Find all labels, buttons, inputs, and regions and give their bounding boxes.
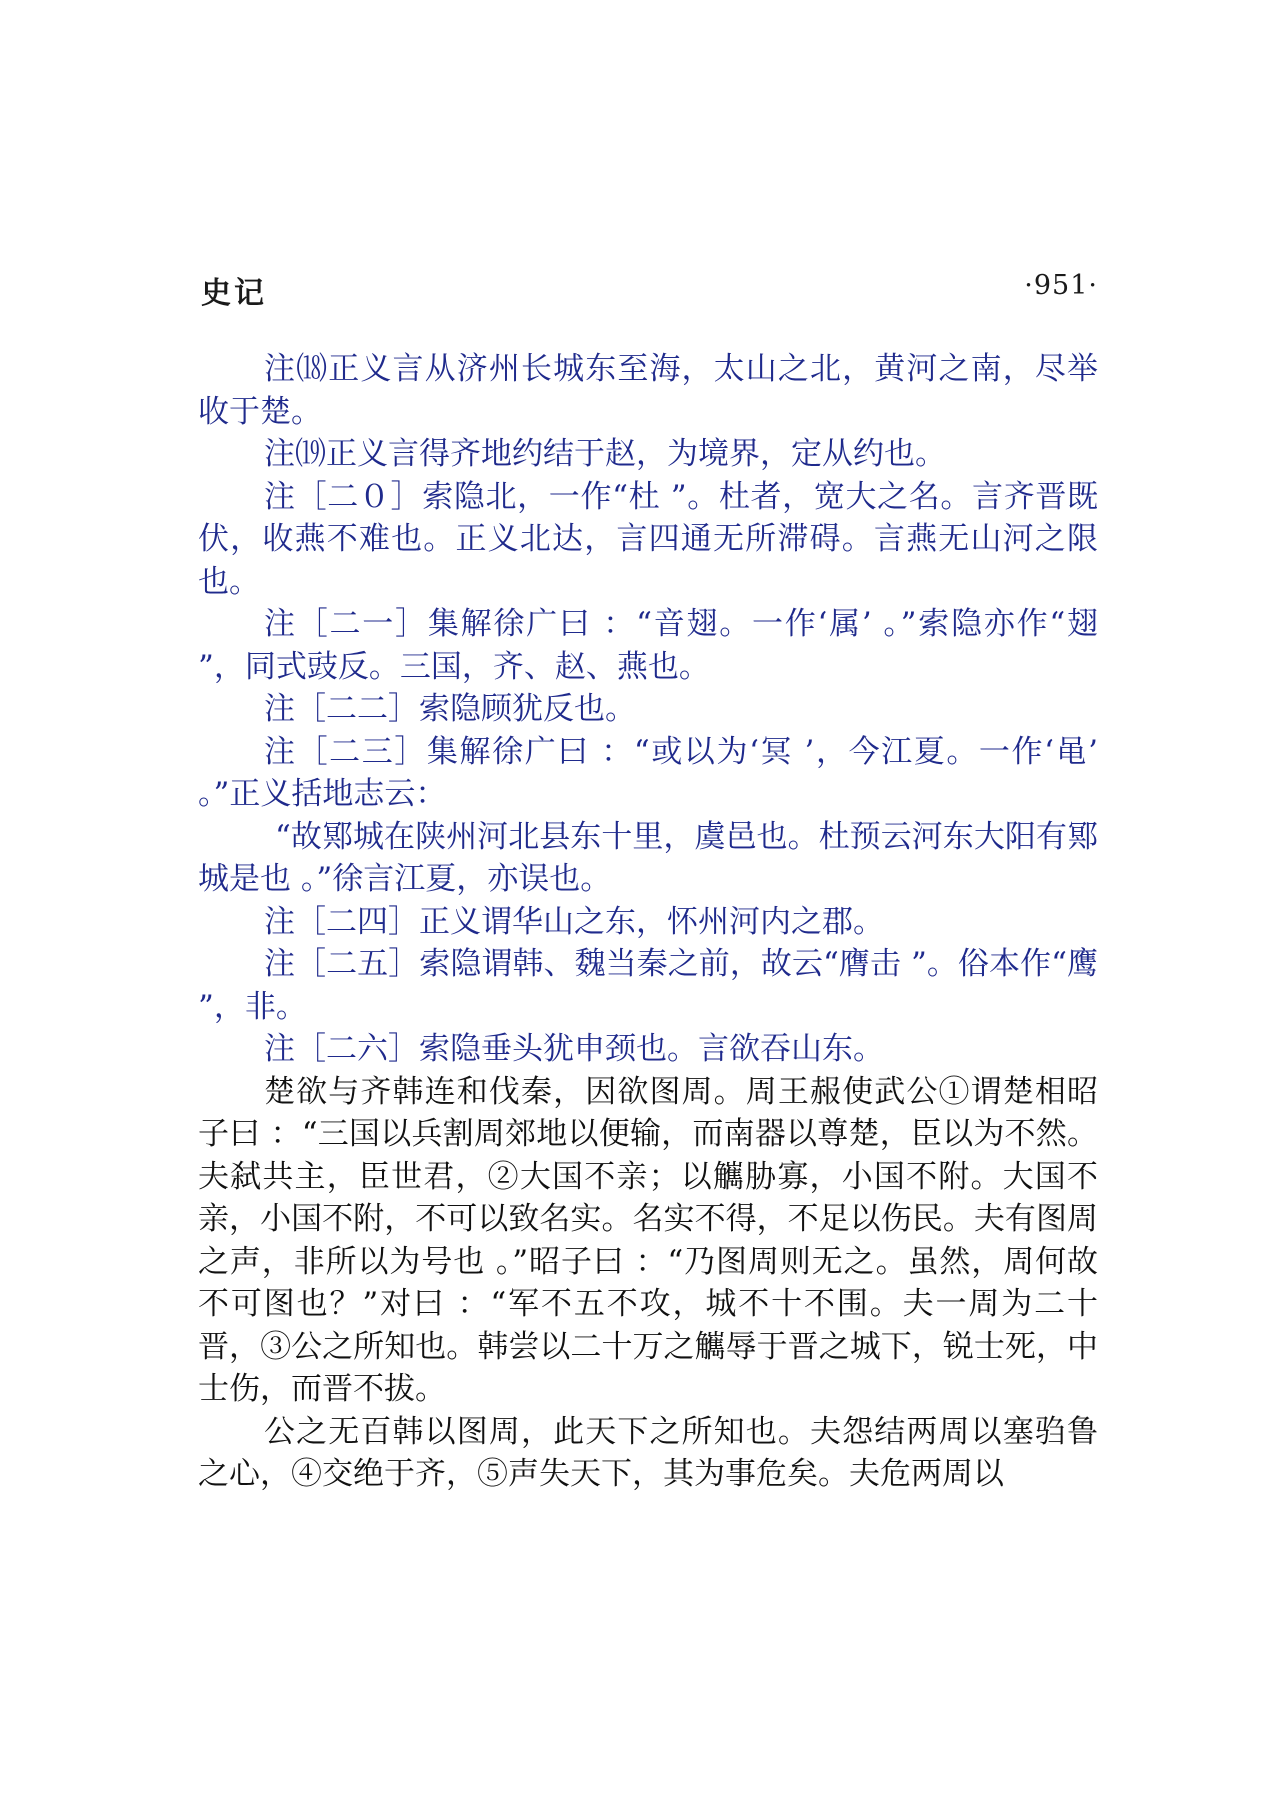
note-paragraph: 注［二三］集解徐广曰 ：“或以为‘冥 ’，今江夏。一作‘黾’ 。”正义括地志云： [198,733,1098,812]
page-header [201,268,1098,312]
note-quote-paragraph: “故鄍城在陕州河北县东十里，虞邑也。杜预云河东大阳有鄍城是也 。”徐言江夏，亦误也。 [198,818,1098,897]
note-paragraph: 注［二五］索隐谓韩、魏当秦之前，故云“膺击 ”。俗本作“鹰 ”，非。 [198,946,1098,1025]
note-paragraph: 注［二一］集解徐广曰 ：“音翅。一作‘属’ 。”索隐亦作“翅 ”，同式豉反。三国，齐、赵、燕也。 [198,606,1098,685]
main-text-paragraph: 楚欲与齐韩连和伐秦，因欲图周。周王赧使武公①谓楚相昭子曰 ：“三国以兵割周郊地以便输，而南器以尊楚，臣以为不然。夫弑共主，臣世君，②大国不亲；以觽胁寡，小国不附。大国不亲，小国不附，不可以致名实。名实不得，不足以伤民。夫有图周之声，非所以为号也 。”昭子曰 ：“乃图周则无之。虽然，周何故不可图也？”对曰 ：“军不五不攻，城不十不围。夫一周为二十晋，③公之所知也。韩尝以二十万之觽辱于晋之城下，锐士死，中士伤，而晋不拔。 [198,1073,1098,1407]
book-title: 史记 [201,276,267,311]
note-paragraph: 注［二０］索隐北，一作“杜 ”。杜者，宽大之名。言齐晋既伏，收燕不难也。正义北达，言四通无所滞碍。言燕无山河之限也。 [198,478,1098,600]
note-paragraph: 注［二六］索隐垂头犹申颈也。言欲吞山东。 [264,1031,884,1067]
body-text [198,348,1098,1496]
note-paragraph: 注⒅正义言从济州长城东至海，太山之北，黄河之南，尽举收于楚。 [198,351,1098,430]
note-paragraph: 注［二四］正义谓华山之东，怀州河内之郡。 [264,903,884,940]
page-number: ·951· [1024,270,1098,301]
note-paragraph: 注［二二］索隐顾犹反也。 [264,691,636,727]
main-text-paragraph: 公之无百韩以图周，此天下之所知也。夫怨结两周以塞驺鲁之心，④交绝于齐，⑤声失天下，其为事危矣。夫危两周以 [198,1413,1098,1492]
note-paragraph: 注⒆正义言得齐地约结于赵，为境界，定从约也。 [264,436,946,472]
